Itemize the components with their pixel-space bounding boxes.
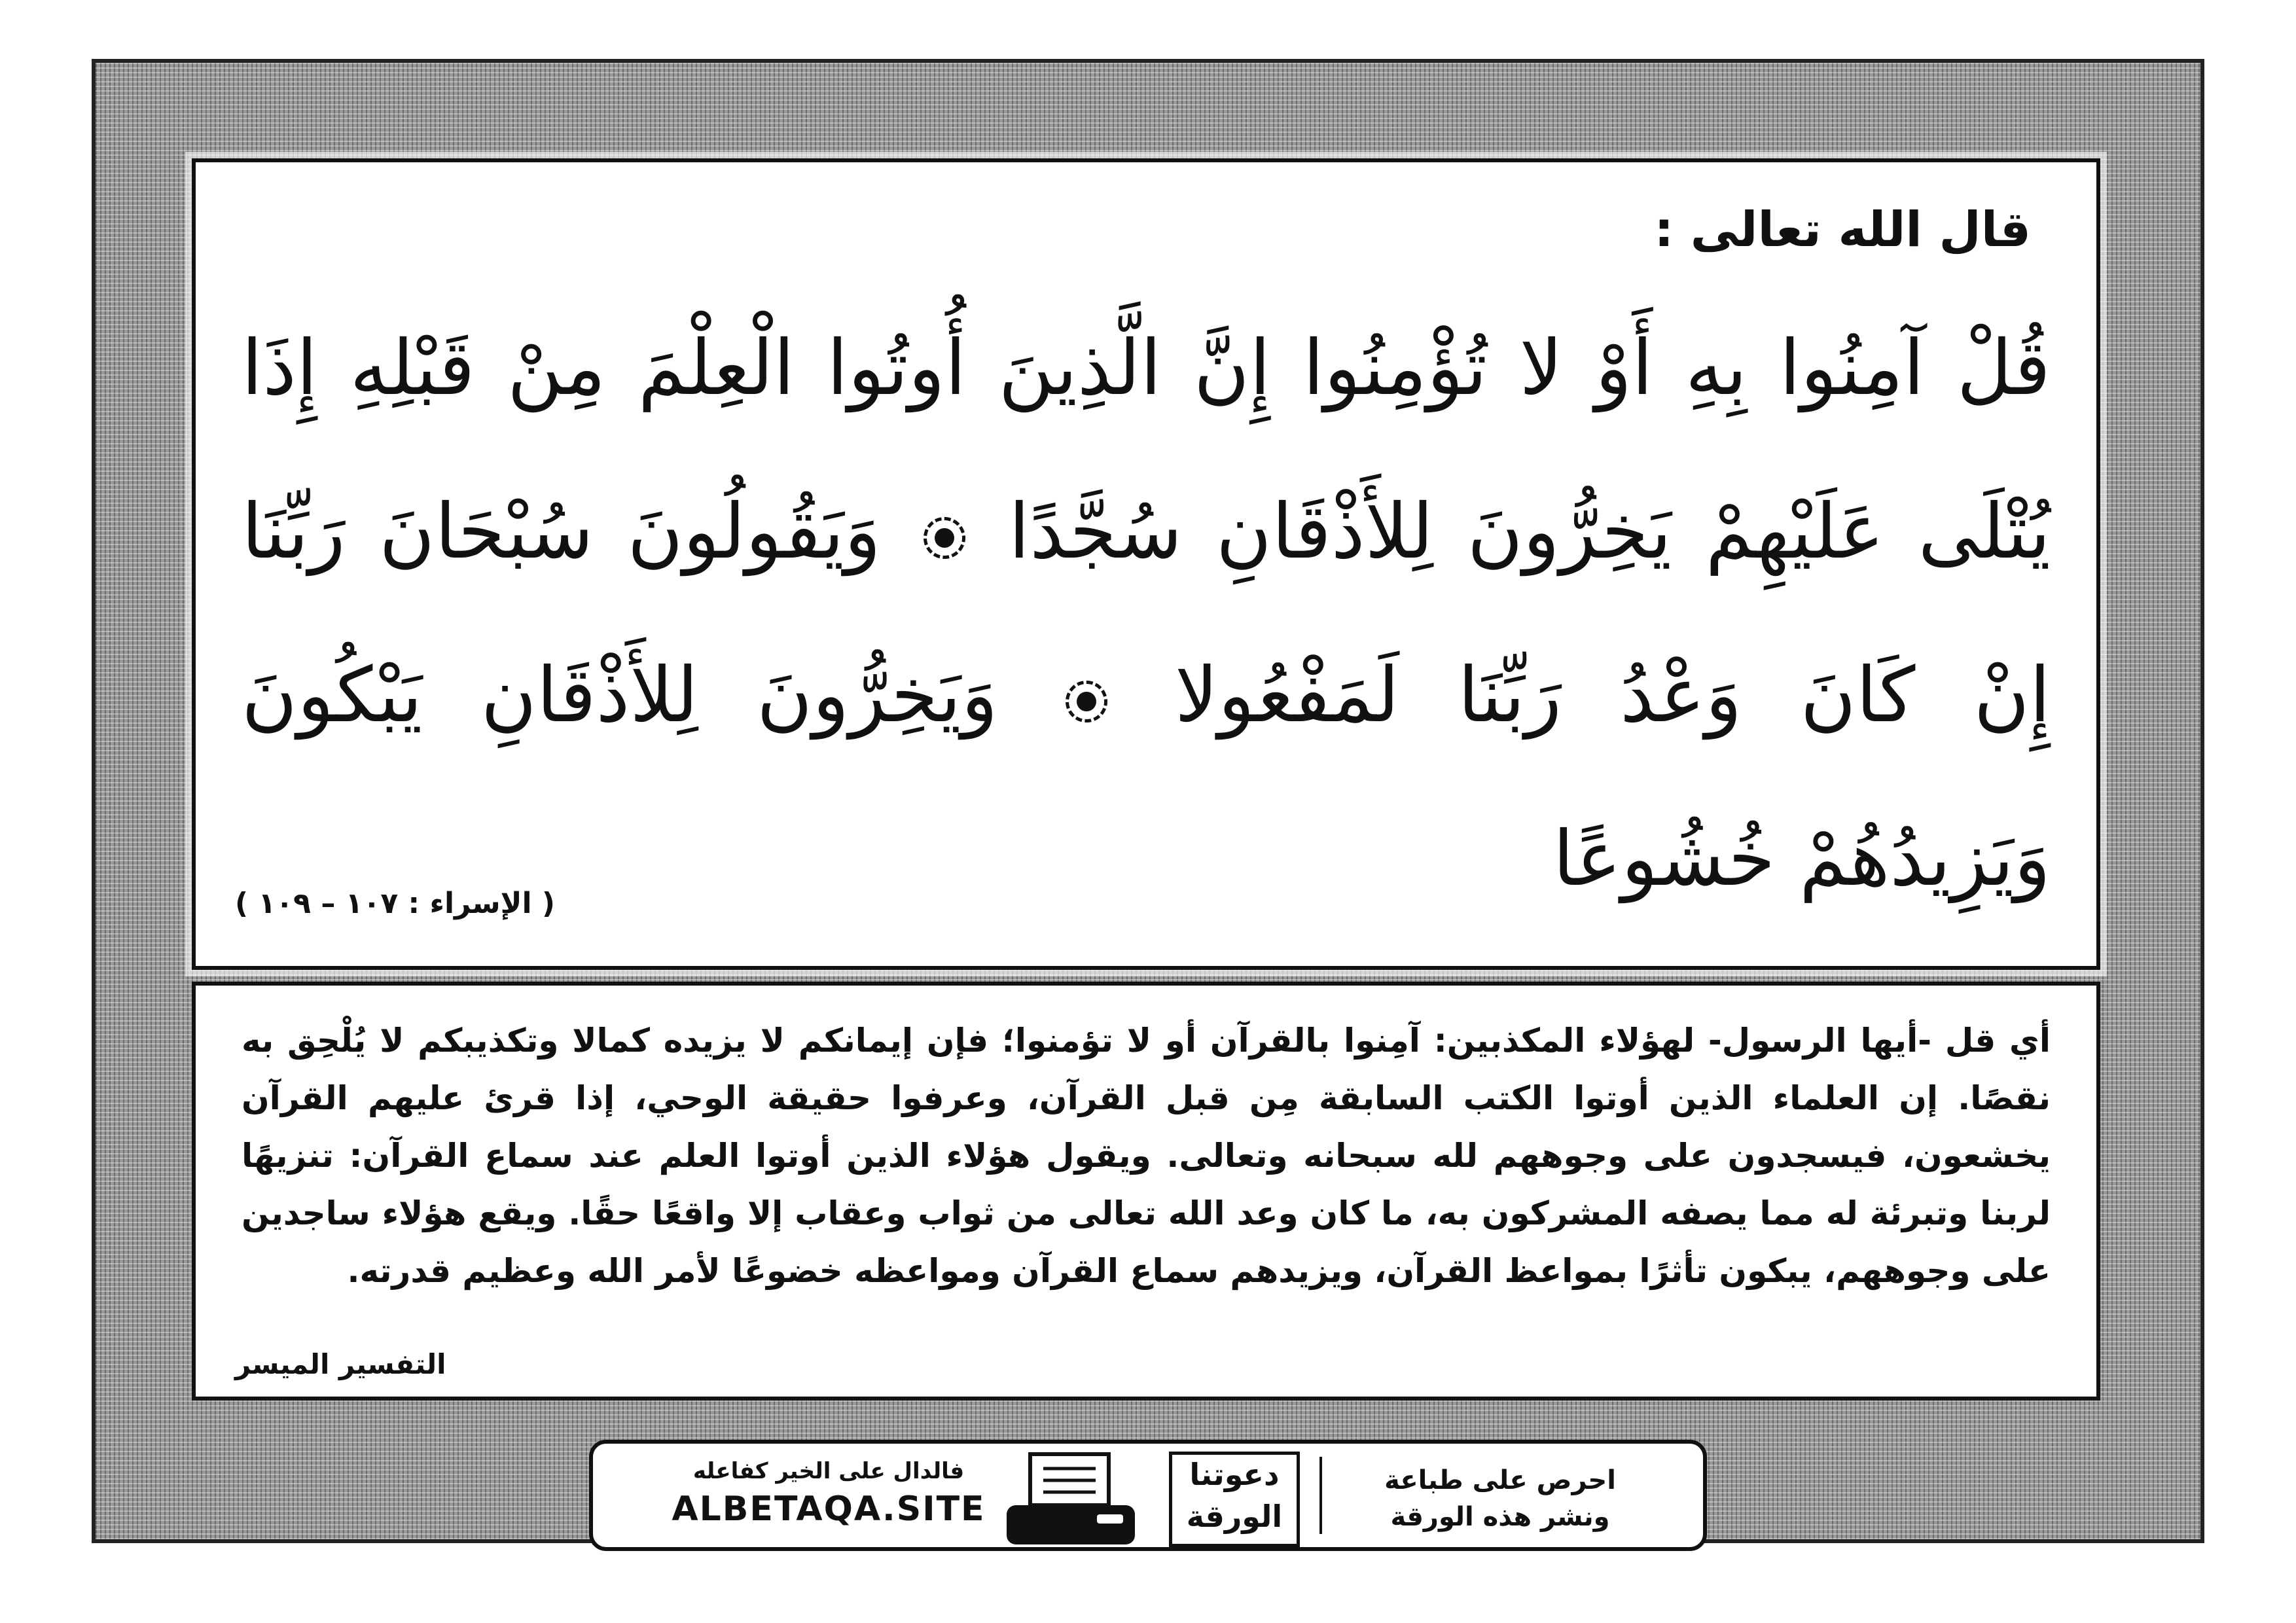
verse-part-3: وَيَخِرُّونَ لِلأَذْقَانِ يَبْكُونَ وَيَزِيدُهُمْ خُشُوعًا	[242, 651, 2051, 903]
verse-part-2: وَيَقُولُونَ سُبْحَانَ رَبِّنَا إِنْ كَانَ وَعْدُ رَبِّنَا لَمَفْعُولا	[242, 488, 2051, 740]
printer-icon	[999, 1450, 1156, 1548]
verse-panel	[192, 158, 2100, 970]
footer-tagline: فالدال على الخير كفاعله	[692, 1458, 965, 1484]
logo-line-2: الورقة	[1186, 1499, 1283, 1534]
site-link[interactable]: ALBETAQA.SITE	[672, 1489, 986, 1529]
verse-reference: ( الإسراء : ١٠٧ – ١٠٩ )	[235, 887, 555, 920]
cta-line-1: احرص على طباعة	[1384, 1465, 1616, 1495]
brand-logo	[1169, 1452, 1300, 1547]
footer-divider	[1319, 1457, 1322, 1534]
quran-verse	[242, 287, 2051, 941]
verse-part-1: قُلْ آمِنُوا بِهِ أَوْ لا تُؤْمِنُوا إِنَّ الَّذِينَ أُوتُوا الْعِلْمَ مِنْ قَبْلِهِ إِذَا يُتْلَى عَلَيْهِمْ يَخِرُّونَ لِلأَذْقَانِ سُجَّدًا	[242, 324, 2051, 576]
cta-line-2: ونشر هذه الورقة	[1390, 1502, 1610, 1532]
logo-line-1: دعوتنا	[1189, 1457, 1280, 1492]
footer-banner	[589, 1440, 1707, 1551]
tafsir-text: أي قل -أيها الرسول- لهؤلاء المكذبين: آمِنوا بالقرآن أو لا تؤمنوا؛ فإن إيمانكم لا يزيده كمالا وتكذيبكم لا يُلْحِق به نقصًا. إن العلماء الذين أوتوا الكتب السابقة مِن قبل القرآن، وعرفوا حقيقة الوحي، إذا قرئ عليهم القرآن يخشعون، فيسجدون على وجوههم لله سبحانه وتعالى. ويقول هؤلاء الذين أوتوا العلم عند سماع القرآن: تنزيهًا لربنا وتبرئة له مما يصفه المشركون به، ما كان وعد الله تعالى من ثواب وعقاب إلا واقعًا حقًا. ويقع هؤلاء ساجدين على وجوههم، يبكون تأثرًا بمواعظ القرآن، ويزيدهم سماع القرآن ومواعظه خضوعًا لأمر الله وعظيم قدرته.	[242, 1022, 2051, 1290]
footer-call-to-action	[1350, 1462, 1651, 1535]
ayah-marker-icon	[924, 517, 965, 559]
footer-site-block	[645, 1458, 1012, 1529]
ayah-marker-icon	[1066, 681, 1107, 722]
tafsir-panel	[192, 982, 2100, 1400]
verse-intro: قال الله تعالى :	[1654, 202, 2031, 258]
tafsir-source: التفسير الميسر	[235, 1348, 446, 1380]
